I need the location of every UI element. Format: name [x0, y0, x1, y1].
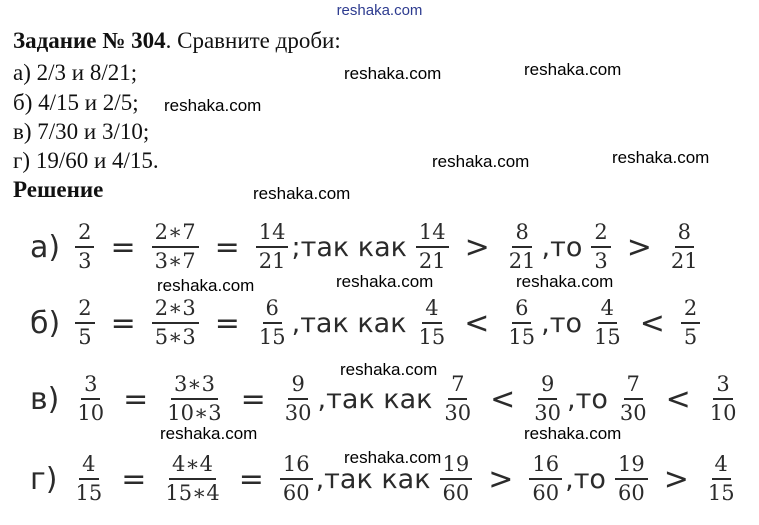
solution-label: а): [30, 229, 61, 265]
separator: ,: [291, 307, 301, 339]
watermark: reshaka.com: [432, 152, 530, 171]
solution-label: г): [30, 461, 58, 497]
task-item-v: в) 7/30 и 3/10;: [13, 119, 150, 144]
separator: ,: [315, 463, 325, 495]
fraction: $\frac{8}{21}$: [508, 220, 536, 273]
separator: ;: [291, 231, 301, 263]
separator: ,: [565, 463, 574, 495]
so-as-text: так как: [300, 307, 407, 339]
fraction: $\frac{4}{15}$: [418, 296, 446, 349]
solution-row-a: [30, 212, 704, 282]
equals-sign: =: [121, 461, 147, 497]
comparison-sign: <: [464, 305, 490, 341]
then-text: то: [573, 463, 606, 495]
equals-sign: =: [123, 381, 149, 417]
fraction: $\frac{19}{60}$: [615, 453, 648, 505]
fraction: $\frac{7}{30}$: [619, 372, 647, 425]
solution-row-v: [30, 364, 742, 434]
solution-label: в): [30, 381, 60, 417]
task-number: Задание № 304: [13, 28, 166, 53]
fraction: $\frac{4}{15}$: [75, 452, 103, 505]
fraction: $\frac{2∗7}{3∗7}$: [152, 221, 199, 273]
fraction: $\frac{2}{3}$: [75, 221, 94, 273]
then-text: то: [575, 383, 608, 415]
solution-label: б): [30, 305, 61, 341]
watermark: reshaka.com: [157, 276, 255, 295]
task-item-b: б) 4/15 и 2/5;: [13, 90, 139, 115]
fraction: $\frac{4}{15}$: [593, 296, 621, 349]
fraction: $\frac{2∗3}{5∗3}$: [152, 297, 199, 349]
fraction: $\frac{2}{3}$: [591, 221, 610, 273]
then-text: то: [549, 307, 582, 339]
task-heading: [13, 26, 341, 55]
watermark: reshaka.com: [344, 448, 442, 467]
comparison-sign: >: [626, 229, 652, 265]
fraction: $\frac{9}{30}$: [284, 372, 312, 425]
fraction: $\frac{3}{10}$: [77, 372, 105, 425]
so-as-text: так как: [326, 383, 433, 415]
watermark: reshaka.com: [524, 424, 622, 443]
equals-sign: =: [110, 229, 136, 265]
separator: ,: [317, 383, 327, 415]
equals-sign: =: [214, 229, 240, 265]
watermark: reshaka.com: [164, 96, 262, 115]
equals-sign: =: [238, 461, 264, 497]
so-as-text: так как: [300, 231, 407, 263]
watermark: reshaka.com: [340, 360, 438, 379]
site-url-header: reshaka.com: [336, 2, 423, 19]
watermark: reshaka.com: [612, 148, 710, 167]
separator: ,: [541, 231, 551, 263]
watermark: reshaka.com: [253, 184, 351, 203]
comparison-sign: >: [488, 461, 514, 497]
so-as-text: так как: [324, 463, 431, 495]
fraction: $\frac{4∗4}{15∗4}$: [165, 452, 220, 505]
solution-row-b: [30, 288, 703, 358]
fraction: $\frac{7}{30}$: [444, 372, 472, 425]
comparison-sign: >: [663, 461, 689, 497]
fraction: $\frac{6}{15}$: [258, 296, 286, 349]
fraction: $\frac{16}{60}$: [529, 453, 562, 505]
comparison-sign: >: [464, 229, 490, 265]
fraction: $\frac{14}{21}$: [416, 221, 449, 273]
fraction: $\frac{3}{10}$: [709, 372, 737, 425]
fraction: $\frac{2}{5}$: [681, 297, 700, 349]
fraction: $\frac{8}{21}$: [670, 220, 698, 273]
separator: ,: [541, 307, 550, 339]
solution-row-g: [30, 444, 741, 514]
solution-heading: Решение: [13, 177, 104, 202]
watermark: reshaka.com: [516, 272, 614, 291]
fraction: $\frac{2}{5}$: [75, 297, 94, 349]
watermark: reshaka.com: [344, 64, 442, 83]
separator: ,: [567, 383, 576, 415]
fraction: $\frac{14}{21}$: [256, 221, 289, 273]
equals-sign: =: [110, 305, 136, 341]
watermark: reshaka.com: [160, 424, 258, 443]
comparison-sign: <: [665, 381, 691, 417]
comparison-sign: <: [490, 381, 516, 417]
fraction: $\frac{6}{15}$: [508, 296, 536, 349]
equals-sign: =: [214, 305, 240, 341]
equals-sign: =: [240, 381, 266, 417]
fraction: $\frac{4}{15}$: [707, 452, 735, 505]
fraction: $\frac{9}{30}$: [534, 372, 562, 425]
comparison-sign: <: [639, 305, 665, 341]
fraction: $\frac{19}{60}$: [440, 453, 473, 505]
fraction: $\frac{3∗3}{10∗3}$: [167, 372, 222, 425]
watermark: reshaka.com: [336, 272, 434, 291]
watermark: reshaka.com: [524, 60, 622, 79]
task-item-g: г) 19/60 и 4/15.: [13, 148, 159, 173]
task-item-a: а) 2/3 и 8/21;: [13, 60, 138, 85]
fraction: $\frac{16}{60}$: [280, 453, 313, 505]
task-prompt: . Сравните дроби:: [165, 28, 341, 53]
then-text: то: [550, 231, 583, 263]
